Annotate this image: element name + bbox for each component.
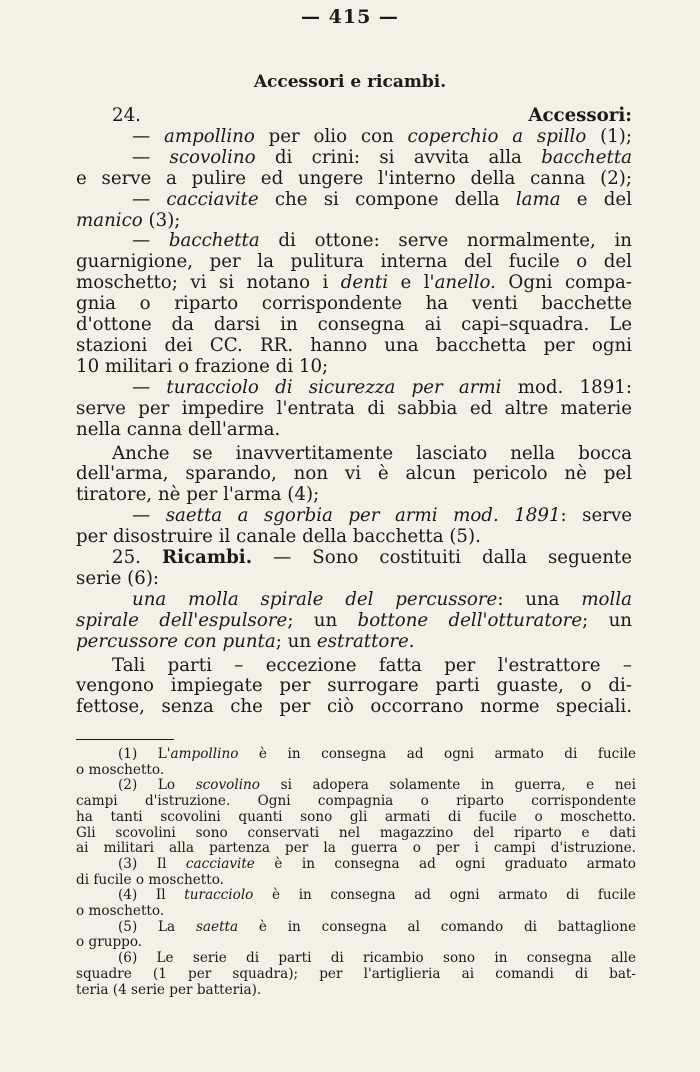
section-title: Accessori e ricambi. [253, 72, 447, 92]
item-scovolino-cont: e serve a pulire ed ungere l'interno della canna (2); [76, 167, 632, 189]
item-bacchetta-cont: guarnigione, per la pulitura interna del fucile o del [76, 251, 632, 273]
paragraph-tali-cont: fettose, senza che per ciò occorrano norme speciali. [76, 696, 632, 718]
footnote-4-cont: o moschetto. [76, 903, 165, 920]
footnote-divider [76, 739, 174, 740]
footnote-3-cont: di fucile o moschetto. [76, 871, 224, 888]
footnote-6: (6) Le serie di parti di ricambio sono in consegna alle [118, 950, 636, 967]
paragraph-anche-cont: dell'arma, sparando, non vi è alcun pericolo nè pel [76, 463, 632, 485]
ricambi-list-cont: spirale dell'espulsore; un bottone dell'otturatore; un [76, 609, 633, 631]
item-bacchetta: — bacchetta di ottone: serve normalmente, in [132, 230, 632, 252]
footnote-4: (4) Il turacciolo è in consegna ad ogni armato di fucile [118, 887, 636, 904]
item-saetta: — saetta a sgorbia per armi mod. 1891: serve [132, 505, 632, 527]
item-bacchetta-cont: d'ottone da darsi in consegna ai capi–squadra. Le [76, 314, 632, 336]
item-turacciolo-cont: nella canna dell'arma. [76, 418, 281, 440]
body-text [76, 106, 632, 718]
paragraph-tali: Tali parti – eccezione fatta per l'estrattore – [112, 654, 632, 676]
item-bacchetta-cont: stazioni dei CC. RR. hanno una bacchetta per ogni [76, 334, 632, 356]
ricambi-list-cont: percussore con punta; un estrattore. [76, 630, 415, 652]
footnote-2-cont: Gli scovolini sono conservati nel magazzino del riparto e dati [76, 824, 636, 841]
paragraph-25-heading: 25. Ricambi. — Sono costituiti dalla seguente [112, 547, 632, 569]
item-bacchetta-cont: moschetto; vi si notano i denti e l'anello. Ogni compa- [76, 272, 632, 294]
page-number: — 415 — [301, 6, 399, 28]
item-scovolino: — scovolino di crini: si avvita alla bacchetta [132, 146, 632, 168]
item-ampollino: — ampollino per olio con coperchio a spillo (1); [132, 125, 632, 147]
ricambi-list: una molla spirale del percussore: una molla [132, 588, 632, 610]
item-bacchetta-cont: 10 militari o frazione di 10; [76, 355, 329, 377]
footnote-1-cont: o moschetto. [76, 761, 165, 778]
footnote-3: (3) Il cacciavite è in consegna ad ogni graduato armato [118, 855, 636, 872]
paragraph-tali-cont: vengono impiegate per surrogare parti guaste, o di- [76, 675, 632, 697]
footnote-2-cont: campi d'istruzione. Ogni compagnia o riparto corrispondente [76, 793, 636, 810]
item-saetta-cont: per disostruire il canale della bacchetta (5). [76, 526, 481, 548]
paragraph-25-cont: serie (6): [76, 567, 160, 589]
item-turacciolo-cont: serve per impedire l'entrata di sabbia ed altre materie [76, 397, 632, 419]
footnote-5: (5) La saetta è in consegna al comando di battaglione [118, 918, 636, 935]
paragraph-anche: Anche se inavvertitamente lasciato nella bocca [112, 442, 632, 464]
footnote-5-cont: o gruppo. [76, 934, 143, 951]
footnote-6-cont: teria (4 serie per batteria). [76, 981, 262, 998]
footnotes [76, 747, 636, 998]
footnote-2-cont: ai militari alla partenza per la guerra o per i campi d'istruzione. [76, 840, 636, 857]
item-cacciavite: — cacciavite che si compone della lama e del [132, 188, 632, 210]
footnote-2-cont: ha tanti scovolini quanti sono gli armati di fucile o moschetto. [76, 808, 636, 825]
paragraph-24-heading: 24. Accessori: [112, 105, 632, 126]
item-cacciavite-cont: manico (3); [76, 209, 181, 231]
paragraph-anche-cont: tiratore, nè per l'arma (4); [76, 484, 320, 506]
footnote-2: (2) Lo scovolino si adopera solamente in guerra, e nei [118, 777, 636, 794]
footnote-1: (1) L'ampollino è in consegna ad ogni armato di fucile [118, 746, 636, 762]
item-turacciolo: — turacciolo di sicurezza per armi mod. 1891: [132, 376, 632, 398]
item-bacchetta-cont: gnia o riparto corrispondente ha venti bacchette [76, 293, 632, 315]
footnote-6-cont: squadre (1 per squadra); per l'artiglieria ai comandi di bat- [76, 965, 636, 982]
